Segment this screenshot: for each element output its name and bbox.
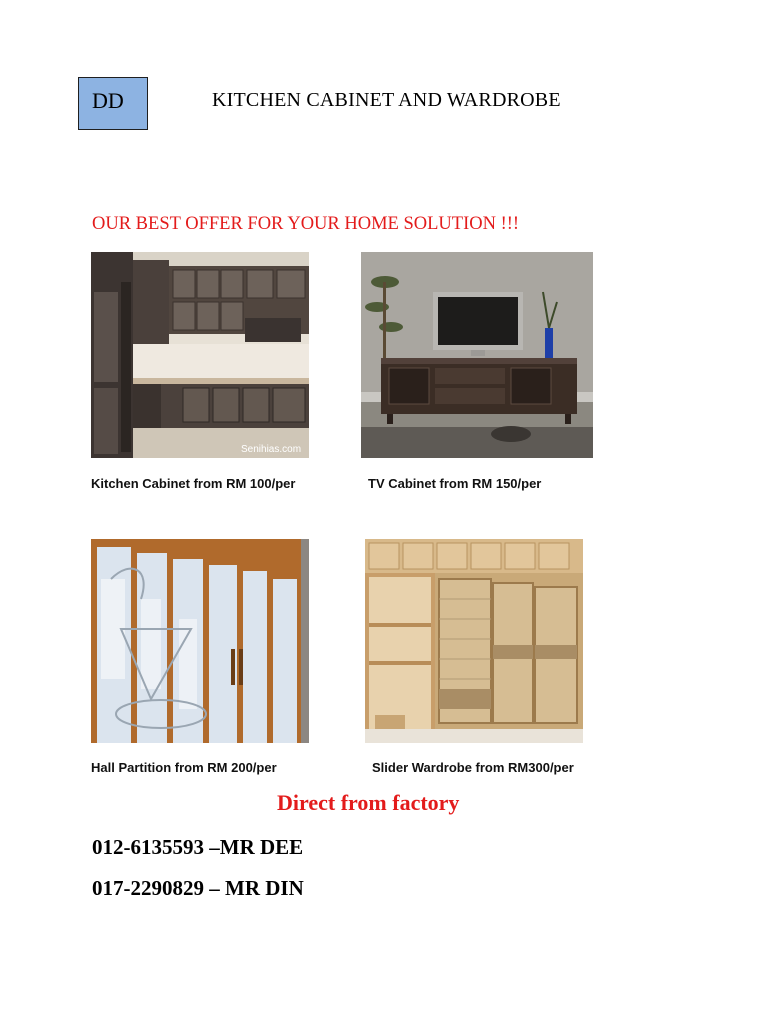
direct-from-factory: Direct from factory <box>277 790 460 815</box>
page-title: KITCHEN CABINET AND WARDROBE <box>212 89 561 111</box>
kitchen-cabinet-photo <box>91 252 309 458</box>
tv-cabinet-photo <box>361 252 593 458</box>
slider-wardrobe-caption: Slider Wardrobe from RM300/per <box>372 760 574 775</box>
slider-wardrobe-photo <box>365 539 583 743</box>
hall-partition-photo <box>91 539 309 743</box>
tv-cabinet-caption: TV Cabinet from RM 150/per <box>368 476 542 491</box>
logo-box: DD <box>78 77 148 130</box>
photo-watermark: Senihias.com <box>241 444 302 455</box>
contact-mr-din: 017-2290829 – MR DIN <box>92 876 304 900</box>
contact-mr-dee: 012-6135593 –MR DEE <box>92 835 304 859</box>
offer-heading: OUR BEST OFFER FOR YOUR HOME SOLUTION !!! <box>92 214 520 234</box>
hall-partition-caption: Hall Partition from RM 200/per <box>91 760 277 775</box>
kitchen-cabinet-caption: Kitchen Cabinet from RM 100/per <box>91 476 296 491</box>
